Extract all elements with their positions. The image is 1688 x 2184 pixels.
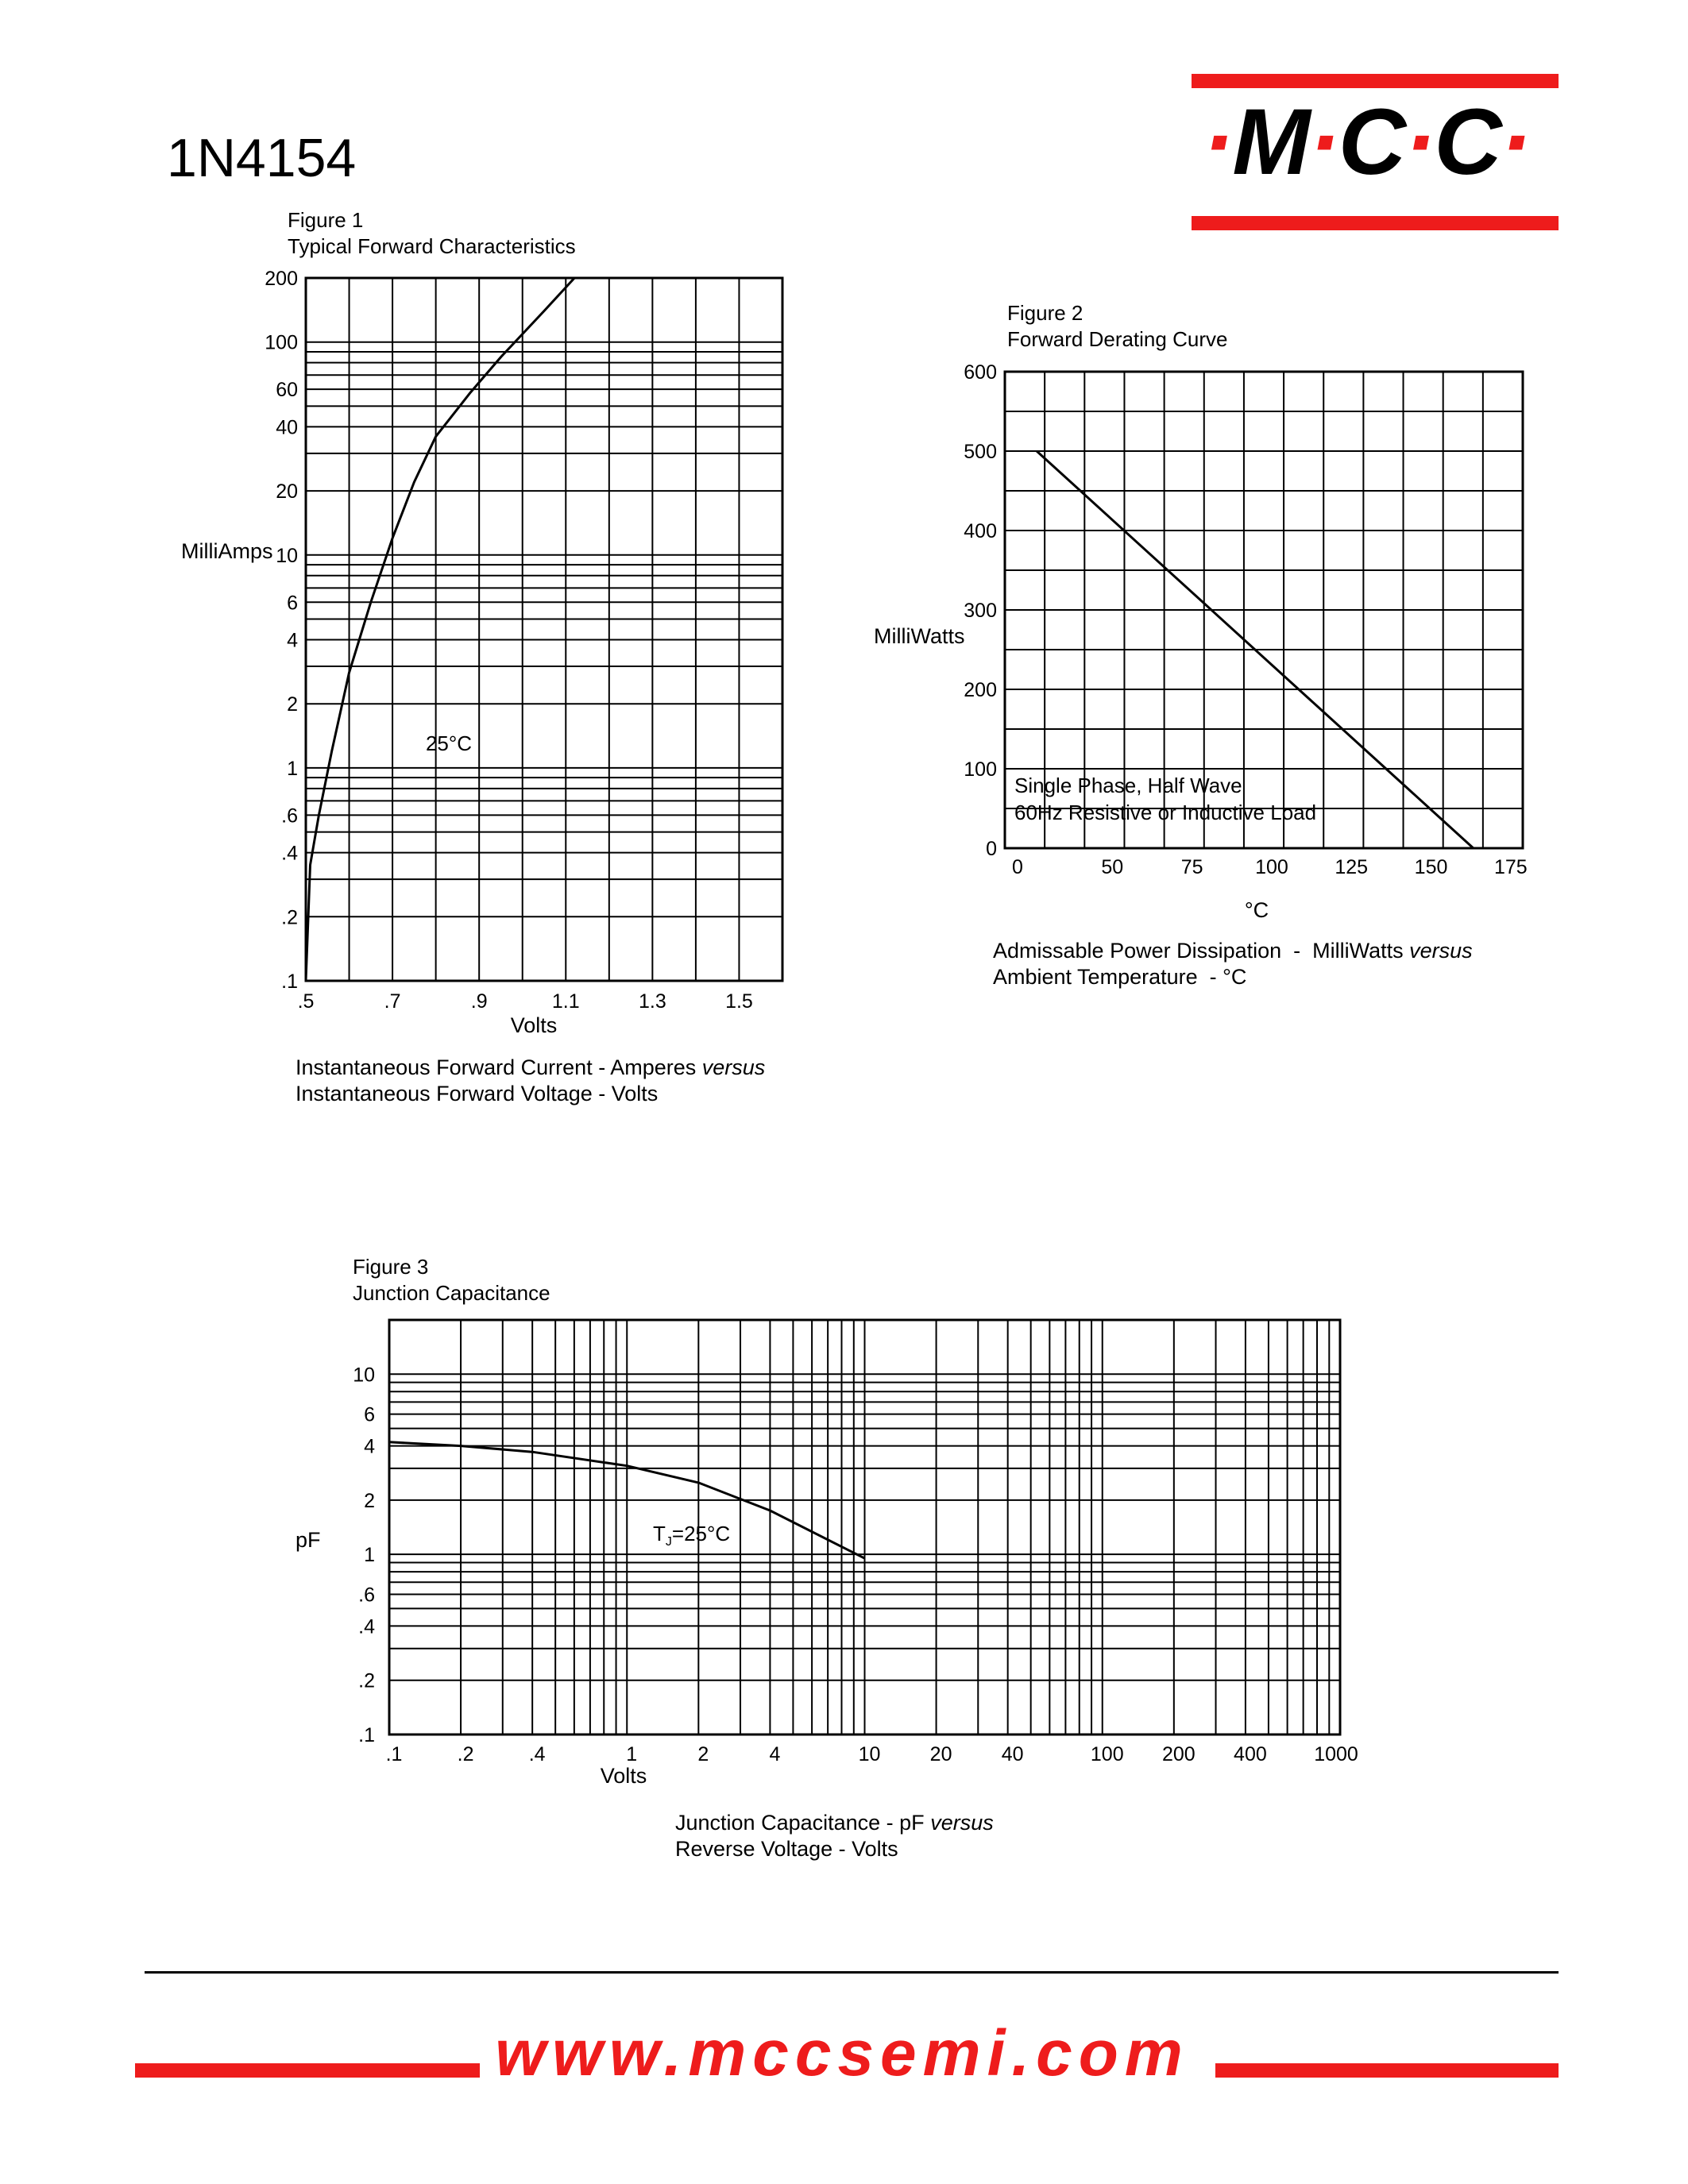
- fig3-y-tick-label: .1: [358, 1724, 375, 1746]
- fig1-y-tick-label: 6: [287, 592, 298, 615]
- fig2-x-tick-label: 125: [1335, 856, 1369, 878]
- fig1-caption-text: Instantaneous Forward Current - Amperes: [295, 1055, 697, 1079]
- fig1-y-tick-label: 40: [276, 416, 298, 439]
- logo-letter-c2: C: [1434, 90, 1501, 195]
- fig2-caption-versus: versus: [1409, 939, 1473, 963]
- fig3-caption-line1: [675, 1809, 994, 1836]
- fig2-x-tick-label: 175: [1493, 856, 1528, 878]
- fig2-x-tick-label: 150: [1414, 856, 1448, 878]
- fig1-series-line: [306, 278, 574, 981]
- fig3-caption-text: Junction Capacitance - pF: [675, 1811, 925, 1835]
- fig1-y-tick-label: .2: [281, 906, 298, 929]
- fig3-caption-line2: Reverse Voltage - Volts: [675, 1837, 898, 1861]
- fig3-y-tick-label: .6: [358, 1584, 375, 1607]
- footer-bar-left: [135, 2063, 480, 2078]
- fig1-y-axis-label: MilliAmps: [181, 539, 273, 563]
- logo-dot-3: ·: [1404, 90, 1435, 195]
- fig3-y-axis-label: pF: [295, 1528, 321, 1552]
- fig3-x-tick-label: 20: [929, 1743, 952, 1765]
- fig3-y-tick-label: .2: [358, 1669, 375, 1692]
- fig3-y-tick-label: 10: [353, 1364, 375, 1387]
- fig1-x-tick-label: 1.3: [638, 990, 666, 1013]
- fig3-x-tick-label: 2: [697, 1743, 709, 1765]
- fig3-x-tick-label: .1: [385, 1743, 403, 1765]
- fig2-y-tick-label: 0: [986, 838, 997, 860]
- fig1-y-tick-label: 20: [276, 480, 298, 504]
- fig3-y-tick-label: .4: [358, 1615, 375, 1638]
- fig2-caption-line2: Ambient Temperature - °C: [993, 965, 1247, 989]
- fig1-y-tick-label: .6: [281, 805, 298, 828]
- fig3-y-tick-label: 1: [364, 1544, 375, 1567]
- fig1-y-tick-label: 2: [287, 693, 298, 716]
- logo-dot-1: ·: [1203, 90, 1233, 195]
- fig2-y-tick-label: 600: [964, 361, 997, 384]
- footer-url-tld: .com: [1011, 2017, 1189, 2089]
- logo-dot-4: ·: [1500, 90, 1530, 195]
- fig2-y-tick-label: 500: [964, 441, 997, 463]
- footer-url[interactable]: [477, 2017, 1207, 2089]
- fig1-y-tick-label: .1: [281, 970, 298, 993]
- part-number: 1N4154: [167, 128, 357, 188]
- fig3-x-tick-label: 400: [1234, 1743, 1267, 1765]
- fig1-x-tick-label: .9: [470, 990, 488, 1013]
- fig2-x-tick-label: 100: [1255, 856, 1288, 878]
- fig3-x-tick-label: 100: [1090, 1743, 1124, 1765]
- fig2-x-tick-label: 0: [1012, 856, 1023, 878]
- fig1-title: Typical Forward Characteristics: [288, 234, 576, 258]
- fig3-title: Junction Capacitance: [353, 1281, 550, 1305]
- fig1-caption-line2: Instantaneous Forward Voltage - Volts: [295, 1082, 659, 1106]
- fig1-y-tick-label: 10: [276, 544, 298, 567]
- fig3-x-tick-label: 200: [1161, 1743, 1196, 1765]
- fig2-x-tick-label: 50: [1101, 856, 1124, 878]
- footer-divider: [145, 1971, 1559, 1974]
- fig1-y-tick-label: 100: [265, 331, 298, 354]
- logo-dot-2: ·: [1308, 90, 1338, 195]
- fig1-y-tick-label: 1: [287, 757, 298, 780]
- fig1-y-tick-label: .4: [281, 842, 298, 865]
- fig3-x-tick-label: 1000: [1314, 1743, 1358, 1765]
- fig1-caption-line1: [295, 1054, 765, 1081]
- fig1-y-tick-label: 4: [287, 629, 298, 652]
- fig2-y-axis-label: MilliWatts: [874, 624, 965, 648]
- fig1-annotation: 25°C: [425, 731, 473, 755]
- fig3-x-axis-label: Volts: [600, 1764, 647, 1788]
- fig3-y-tick-label: 2: [364, 1489, 375, 1512]
- fig3-y-tick-label: 6: [364, 1403, 375, 1426]
- fig3-x-tick-label: 1: [626, 1743, 638, 1765]
- fig3-x-tick-label: .2: [457, 1743, 474, 1765]
- fig1-x-tick-label: 1.1: [551, 990, 580, 1013]
- fig2-annotation-line2: 60Hz Resistive or Inductive Load: [1014, 801, 1317, 824]
- fig1-y-tick-label: 200: [265, 268, 298, 290]
- fig3-x-tick-label: 40: [1001, 1743, 1024, 1765]
- fig3-annotation: $T_J=25^\circ C$: [653, 1522, 731, 1549]
- fig1-x-axis-label: Volts: [510, 1013, 558, 1037]
- logo-letter-c1: C: [1338, 90, 1405, 195]
- fig1-x-tick-label: .5: [297, 990, 315, 1013]
- fig1-x-tick-label: 1.5: [725, 990, 753, 1013]
- fig2-y-tick-label: 100: [964, 758, 997, 781]
- footer-bar-right: [1215, 2063, 1559, 2078]
- fig2-caption-text: Admissable Power Dissipation - MilliWatts: [993, 939, 1404, 963]
- fig2-title: Forward Derating Curve: [1007, 327, 1228, 351]
- fig1-x-tick-label: .7: [384, 990, 401, 1013]
- fig2-y-tick-label: 200: [964, 679, 997, 701]
- fig3-label: Figure 3: [353, 1255, 429, 1279]
- fig3-caption-versus: versus: [930, 1811, 994, 1835]
- fig2-x-axis-label: °C: [1244, 898, 1269, 922]
- fig2-label: Figure 2: [1007, 301, 1083, 325]
- fig3-x-tick-label: 10: [858, 1743, 881, 1765]
- fig2-x-tick-label: 75: [1180, 856, 1203, 878]
- fig3-x-tick-label: .4: [528, 1743, 546, 1765]
- fig1-y-tick-label: 60: [276, 379, 298, 402]
- fig1-caption-versus: versus: [701, 1055, 766, 1079]
- logo-letter-m: M: [1232, 90, 1309, 195]
- fig2-y-tick-label: 400: [964, 520, 997, 542]
- fig2-y-tick-label: 300: [964, 600, 997, 622]
- fig3-x-tick-label: 4: [769, 1743, 781, 1765]
- footer-url-main: www.mccsemi: [495, 2017, 1012, 2089]
- fig3-y-tick-label: 4: [364, 1435, 375, 1458]
- fig1-plot-frame: [306, 278, 782, 981]
- fig2-annotation-line1: Single Phase, Half Wave: [1014, 774, 1242, 797]
- fig1-label: Figure 1: [288, 208, 364, 232]
- fig2-caption-line1: [993, 937, 1473, 964]
